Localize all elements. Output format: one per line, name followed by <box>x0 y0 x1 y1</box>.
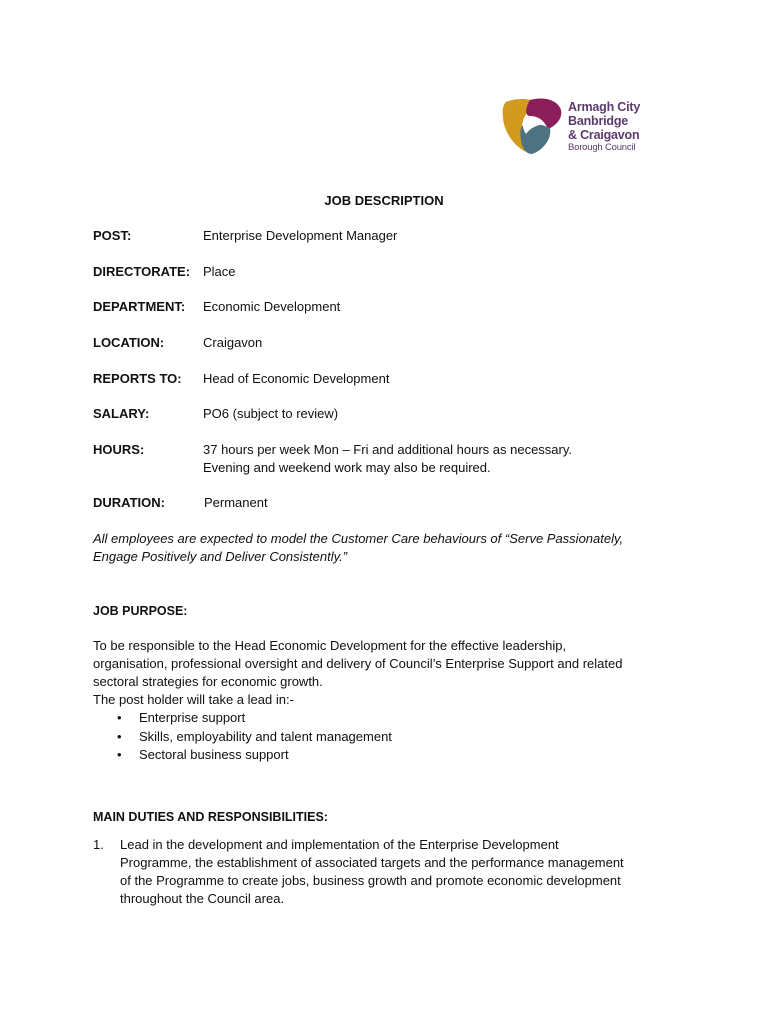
main-duties-heading: MAIN DUTIES AND RESPONSIBILITIES: <box>93 810 328 824</box>
bullet-icon: • <box>117 728 122 744</box>
duty-text <box>120 836 683 908</box>
list-item-text: Enterprise support <box>139 710 246 725</box>
field-label: DURATION: <box>93 495 165 510</box>
customer-care-line-2: Engage Positively and Deliver Consistently.” <box>93 549 348 564</box>
list-item-text: Sectoral business support <box>139 747 289 762</box>
list-item <box>93 728 392 747</box>
council-emblem-icon <box>500 96 564 158</box>
field-value: Craigavon <box>203 335 263 350</box>
field-value: Permanent <box>204 495 268 510</box>
list-item <box>93 746 392 765</box>
document-title: JOB DESCRIPTION <box>324 193 444 208</box>
job-purpose-heading: JOB PURPOSE: <box>93 604 188 618</box>
logo-wordmark <box>568 100 640 154</box>
logo-line-2: Banbridge <box>568 114 629 128</box>
logo-subtitle: Borough Council <box>568 142 636 153</box>
field-value: Head of Economic Development <box>203 371 390 386</box>
logo-line-1: Armagh City <box>568 100 641 114</box>
job-purpose-line: To be responsible to the Head Economic Development for the effective leadership, <box>93 638 567 653</box>
duty-item-1 <box>93 836 683 908</box>
job-purpose-line: organisation, professional oversight and delivery of Council’s Enterprise Support and related <box>93 656 623 671</box>
field-label: REPORTS TO: <box>93 371 182 386</box>
duty-line: Lead in the development and implementation of the Enterprise Development <box>120 837 559 852</box>
logo-line-3: & Craigavon <box>568 128 640 142</box>
field-value: PO6 (subject to review) <box>203 406 339 421</box>
duty-line: of the Programme to create jobs, business growth and promote economic development <box>120 873 621 888</box>
lead-areas-list <box>93 709 392 765</box>
customer-care-statement <box>93 530 683 566</box>
field-value-line-2: Evening and weekend work may also be required. <box>203 460 491 475</box>
list-item-text: Skills, employability and talent management <box>139 728 392 744</box>
field-value: Economic Development <box>203 299 341 314</box>
council-logo <box>500 96 650 160</box>
job-purpose-line: sectoral strategies for economic growth. <box>93 674 323 689</box>
field-label: POST: <box>93 228 132 243</box>
customer-care-line-1: All employees are expected to model the Customer Care behaviours of “Serve Passionately, <box>93 531 624 546</box>
field-value: 37 hours per week Mon – Fri and additional hours as necessary. <box>203 442 573 457</box>
field-label: SALARY: <box>93 406 150 421</box>
duty-line: Programme, the establishment of associated targets and the performance management <box>120 855 624 870</box>
job-purpose-line: The post holder will take a lead in:- <box>93 692 294 707</box>
field-value: Place <box>203 264 236 279</box>
field-value: Enterprise Development Manager <box>203 228 398 243</box>
field-label: DIRECTORATE: <box>93 264 191 279</box>
field-label: DEPARTMENT: <box>93 299 186 314</box>
bullet-icon: • <box>117 710 122 725</box>
duty-number: 1. <box>93 837 104 852</box>
bullet-icon: • <box>117 747 122 762</box>
duty-line: throughout the Council area. <box>120 891 285 906</box>
field-label: HOURS: <box>93 442 145 457</box>
field-label: LOCATION: <box>93 335 165 350</box>
job-purpose-text <box>93 637 683 709</box>
list-item <box>93 709 392 728</box>
